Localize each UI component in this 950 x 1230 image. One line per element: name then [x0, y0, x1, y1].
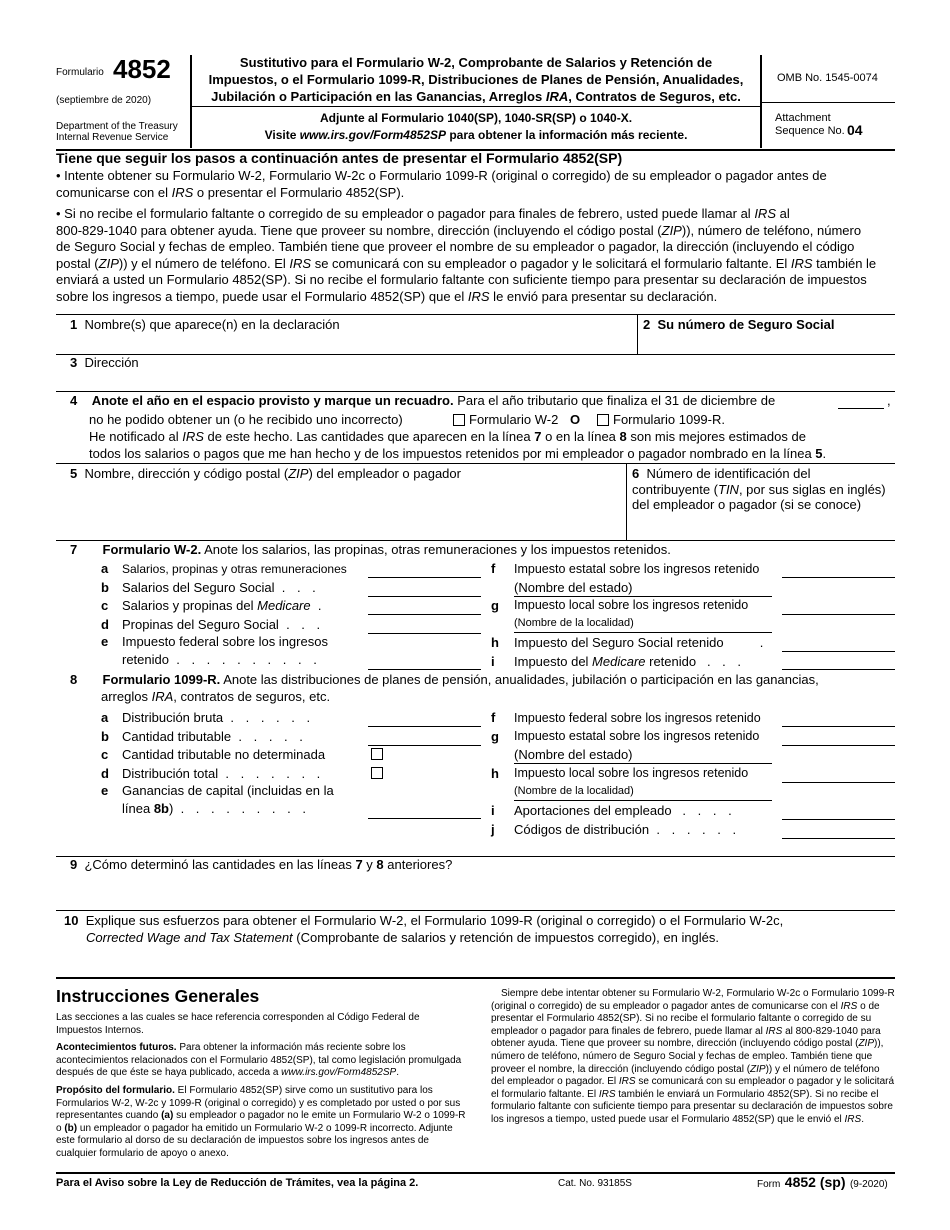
line-8j-label: Códigos de distribución . . . . . .	[514, 822, 741, 837]
line-8g-state-input[interactable]	[514, 763, 772, 764]
line-10-input[interactable]	[80, 948, 890, 974]
line-8h-label: Impuesto local sobre los ingresos retenido	[514, 766, 749, 780]
omb-number: OMB No. 1545-0074	[777, 72, 878, 84]
line-7i-input[interactable]	[782, 669, 895, 670]
line-8h-locality-input[interactable]	[514, 800, 772, 801]
agency-line1: Department of the Treasury	[56, 121, 178, 132]
line-8f-input[interactable]	[782, 726, 895, 727]
form-number: 4852	[113, 54, 171, 84]
line-8d-checkbox[interactable]	[371, 767, 383, 779]
line-7h-input[interactable]	[782, 651, 895, 652]
steps-bullet-2: • Si no recibe el formulario faltante o corregido de su empleador o pagador para finales de febrero, usted puede llamar al IRS al 800-829-1040 para obtener ayuda. Tiene que proveer su nombre, dirección (incluyendo el código postal (ZIP)), número de teléfono, número de Seguro Social y fechas de empleo. También tiene que proveer el nombre de su empleador o pagador, la dirección (incluyendo el código postal (ZIP)) y el número de teléfono. El IRS se comunicará con su empleador o pagador y le solicitará el formulario faltante. El IRS también le enviará a usted un Formulario 4852(SP). Si no recibe el formulario faltante con suficiente tiempo para presentar su declaración de impuestos sobre los ingresos a tiempo, puede usar el Formulario 4852(SP) que el IRS le envió para presentar su declaración.	[56, 206, 877, 304]
line-7b-input[interactable]	[368, 596, 481, 597]
line-8i-input[interactable]	[782, 819, 895, 820]
line-8i-label: Aportaciones del empleado . . . .	[514, 803, 736, 818]
agency-line2: Internal Revenue Service	[56, 132, 169, 143]
ssn-input[interactable]	[642, 334, 894, 354]
form-title: Sustitutivo para el Formulario W-2, Comprobante de Salarios y Retención de Impuestos, o el Formulario 1099-R, Distribuciones de Planes de Pensión, Anualidades, Jubilación o Participación en las Ganancias, Arreglos IRA, Contratos de Seguros, etc.	[208, 55, 744, 104]
form-id-footer: Form 4852 (sp) (9-2020)	[757, 1174, 888, 1190]
form-w2-option-label: Formulario W-2	[469, 412, 559, 427]
address-input[interactable]	[80, 372, 890, 390]
line-8f-label: Impuesto federal sobre los ingresos retenido	[514, 711, 761, 725]
attach-instruction: Adjunte al Formulario 1040(SP), 1040-SR(SP) o 1040-X.	[319, 111, 633, 125]
line-2-label: 2 Su número de Seguro Social	[643, 317, 835, 332]
attachment-label: Attachment	[775, 112, 831, 124]
paperwork-notice: Para el Aviso sobre la Ley de Reducción de Trámites, vea la página 2.	[56, 1177, 419, 1189]
form-word: Formulario	[56, 67, 104, 78]
line-7d-label: Propinas del Seguro Social . . .	[122, 617, 325, 632]
revision-date: (septiembre de 2020)	[56, 95, 152, 106]
steps-heading: Tiene que seguir los pasos a continuación antes de presentar el Formulario 4852(SP)	[56, 150, 623, 166]
line-7f-label: Impuesto estatal sobre los ingresos retenido	[514, 562, 760, 576]
line-8e-label: Ganancias de capital (incluidas en la	[122, 783, 334, 798]
employer-tin-input[interactable]	[632, 515, 894, 537]
line-7a-label: Salarios, propinas y otras remuneraciones	[122, 562, 347, 576]
line-7g-locality-input[interactable]	[514, 632, 772, 633]
line-4-text-4: todos los salarios o pagos que me han hecho y de los impuestos retenidos por mi empleador o pagador nombrado en la línea 5.	[89, 446, 827, 461]
name-input[interactable]	[80, 334, 636, 354]
line-7c-label: Salarios y propinas del Medicare .	[122, 598, 322, 613]
line-7b-label: Salarios del Seguro Social . . .	[122, 580, 320, 595]
line-8c-label: Cantidad tributable no determinada	[122, 747, 326, 762]
catalog-number: Cat. No. 93185S	[558, 1178, 632, 1189]
line-8h-locality-label: (Nombre de la localidad)	[514, 785, 634, 797]
line-7-heading: 7 Formulario W-2. Anote los salarios, las propinas, otras remuneraciones y los impuestos retenidos.	[70, 542, 671, 557]
line-6-label: 6 Número de identificación del contribuyente (TIN, por sus siglas en inglés) del empleador o pagador (si se conoce)	[632, 466, 886, 512]
line-5-label: 5 Nombre, dirección y código postal (ZIP) del empleador o pagador	[70, 466, 461, 481]
line-7f-state-input[interactable]	[514, 596, 772, 597]
line-9-input[interactable]	[80, 874, 890, 904]
line-7d-input[interactable]	[368, 633, 481, 634]
line-7a-input[interactable]	[368, 577, 481, 578]
line-7g-locality-label: (Nombre de la localidad)	[514, 617, 634, 629]
line-8a-input[interactable]	[368, 726, 481, 727]
line-8b-label: Cantidad tributable . . . . .	[122, 729, 307, 744]
line-10-label: 10 Explique sus esfuerzos para obtener el Formulario W-2, el Formulario 1099-R (original o corregido) o el Formulario W-2c,	[64, 913, 784, 928]
line-8-heading: 8 Formulario 1099-R. Anote las distribuciones de planes de pensión, anualidades, jubilación o participación en las ganancias,	[70, 672, 819, 687]
sequence-label: Sequence No.	[775, 125, 845, 137]
sequence-number: 04	[847, 122, 863, 138]
line-4-label: 4 Anote el año en el espacio provisto y marque un recuadro. Para el año tributario que finaliza el 31 de diciembre de	[70, 393, 776, 408]
line-7e-input[interactable]	[368, 669, 481, 670]
line-8h-input[interactable]	[782, 782, 895, 783]
line-8g-state-label: (Nombre del estado)	[514, 747, 633, 762]
visit-line: Visite www.irs.gov/Form4852SP para obtener la información más reciente.	[264, 128, 688, 142]
irs-url-link[interactable]: www.irs.gov/Form4852SP	[299, 128, 446, 142]
form-w2-checkbox[interactable]	[453, 414, 465, 426]
line-4-text-2: no he podido obtener un (o he recibido uno incorrecto)	[89, 412, 403, 427]
line-8a-label: Distribución bruta . . . . . .	[122, 710, 315, 725]
line-9-label: 9 ¿Cómo determinó las cantidades en las líneas 7 y 8 anteriores?	[70, 857, 453, 872]
line-4-text-3: He notificado al IRS de este hecho. Las cantidades que aparecen en la línea 7 o en la línea 8 son mis mejores estimados de	[89, 429, 806, 444]
line-7f-state-label: (Nombre del estado)	[514, 580, 633, 595]
line-7i-label: Impuesto del Medicare retenido . . .	[514, 654, 746, 669]
line-7c-input[interactable]	[368, 614, 481, 615]
line-8d-label: Distribución total . . . . . . .	[122, 766, 325, 781]
instructions-heading: Instrucciones Generales	[56, 986, 260, 1006]
line-8g-label: Impuesto estatal sobre los ingresos retenido	[514, 729, 760, 743]
instructions-left-column: Las secciones a las cuales se hace referencia corresponden al Código Federal de Impuestos Internos. Acontecimientos futuros. Para obtener la información más reciente sobre los acontecimientos relacionados con el Formulario 4852(SP), tal como legislación promulgada después de que éste se haya publicado, acceda a www.irs.gov/Form4852SP. Propósito del formulario. El Formulario 4852(SP) sirve como un sustitutivo para los Formularios W-2, W-2c y 1099-R (original o corregido) y es completado por usted o por sus representantes cuando (a) su empleador o pagador no le emite un Formulario W-2 o 1099-R o (b) un empleador o pagador ha emitido un Formulario W-2 o 1099-R incorrecto. Adjunte este formulario al dorso de su declaración de impuestos sobre los ingresos antes de cualquier formulario de apoyo o anexo.	[56, 1012, 466, 1159]
line-7f-input[interactable]	[782, 577, 895, 578]
line-8e-input[interactable]	[368, 818, 481, 819]
line-8j-input[interactable]	[782, 838, 895, 839]
line-7g-input[interactable]	[782, 614, 895, 615]
line-8g-input[interactable]	[782, 745, 895, 746]
employer-name-address-input[interactable]	[80, 484, 620, 538]
line-7e-label: Impuesto federal sobre los ingresos	[122, 634, 328, 649]
form-1099r-option-label: Formulario 1099-R.	[613, 412, 725, 427]
line-7h-label: Impuesto del Seguro Social retenido .	[514, 635, 764, 650]
instructions-right-column: Siempre debe intentar obtener su Formulario W-2, Formulario W-2c o Formulario 1099-R (original o corregido) de su empleador o pagador antes de comunicarse con el IRS o de presentar el Formulario 4852(SP). Si no recibe el formulario faltante o corregido de su empleador o pagador para finales de febrero, puede llamar al IRS al 800-829-1040 para obtener ayuda. Tiene que proveer su nombre, dirección (incluyendo código postal (ZIP)), número de teléfono, número de Seguro Social y fechas de empleo. También tiene que proveer el nombre, la dirección (incluyendo código postal (ZIP)) y el número de teléfono del empleador o pagador. El IRS se comunicará con su empleador o pagador y le solicitará el formulario faltante. El IRS también le enviará un Formulario 4852(SP). Si no recibe el formulario faltante con suficiente tiempo para presentar su declaración de impuestos sobre los ingresos a tiempo, usted puede usar el Formulario 4852(SP) que le envió el IRS.	[491, 988, 895, 1125]
line-1-label: 1 Nombre(s) que aparece(n) en la declaración	[70, 317, 340, 332]
steps-bullet-1: • Intente obtener su Formulario W-2, Formulario W-2c o Formulario 1099-R (original o corregido) de su empleador o pagador antes de comunicarse con el IRS o presentar el Formulario 4852(SP).	[56, 168, 827, 200]
line-3-label: 3 Dirección	[70, 355, 139, 370]
form-1099r-checkbox[interactable]	[597, 414, 609, 426]
line-7g-label: Impuesto local sobre los ingresos retenido	[514, 598, 749, 612]
tax-year-input[interactable]	[838, 408, 884, 409]
line-8b-input[interactable]	[368, 745, 481, 746]
line-8c-checkbox[interactable]	[371, 748, 383, 760]
